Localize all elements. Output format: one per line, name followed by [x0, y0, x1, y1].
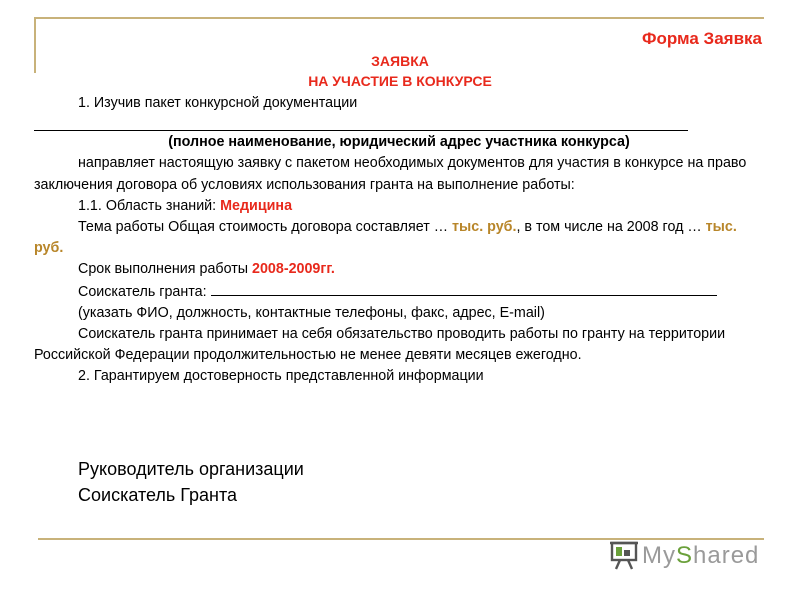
- doc-title: ЗАЯВКА: [371, 53, 429, 69]
- work-period-value: 2008-2009гг.: [252, 261, 335, 278]
- paragraph-2: направляет настоящую заявку с пакетом необходимых документов для участия в конкурсе на право заключения договора об условиях использования гранта на выполнение работы:: [34, 155, 747, 193]
- contract-cost: [34, 217, 764, 259]
- applicant-blank: [211, 281, 717, 296]
- presentation-board-icon: [608, 537, 642, 576]
- knowledge-area-value: Медицина: [220, 197, 293, 214]
- application-body: [34, 93, 764, 388]
- knowledge-area: [34, 196, 764, 217]
- frame-top-line: [34, 17, 764, 19]
- guarantee-paragraph: 2. Гарантируем достоверность представленной информации: [78, 368, 484, 385]
- work-period: [34, 259, 764, 280]
- myshared-logo: [608, 538, 759, 574]
- contract-cost-text-b: , в том числе на 2008 год …: [516, 219, 706, 236]
- paragraph-1: 1. Изучив пакет конкурсной документации: [78, 95, 358, 111]
- contract-cost-text-a: Тема работы Общая стоимость договора составляет …: [78, 219, 453, 236]
- contract-cost-unit-2: тыс. руб.: [34, 219, 737, 257]
- knowledge-area-label: 1.1. Область знаний:: [78, 197, 221, 214]
- applicant: [34, 281, 764, 303]
- contract-cost-unit-1: тыс. руб.: [452, 219, 517, 236]
- applicant-caption: (указать ФИО, должность, контактные телефоны, факс, адрес, E-mail): [78, 304, 545, 321]
- applicant-label: Соискатель гранта:: [78, 283, 211, 300]
- participant-caption: (полное наименование, юридический адрес участника конкурса): [168, 134, 630, 151]
- logo-text: MyShared: [642, 542, 760, 569]
- signature-head: Руководитель организации: [78, 459, 304, 479]
- participant-name-blank: [34, 114, 688, 131]
- obligation-paragraph: Соискатель гранта принимает на себя обязательство проводить работы по гранту на территории Российской Федерации продолжительностью не менее девяти месяцев ежегодно.: [34, 326, 726, 364]
- doc-subtitle: НА УЧАСТИЕ В КОНКУРСЕ: [308, 73, 492, 89]
- form-label: Форма Заявка: [641, 29, 762, 48]
- work-period-label: Срок выполнения работы: [78, 261, 253, 278]
- signature-applicant: Соискатель Гранта: [78, 485, 238, 505]
